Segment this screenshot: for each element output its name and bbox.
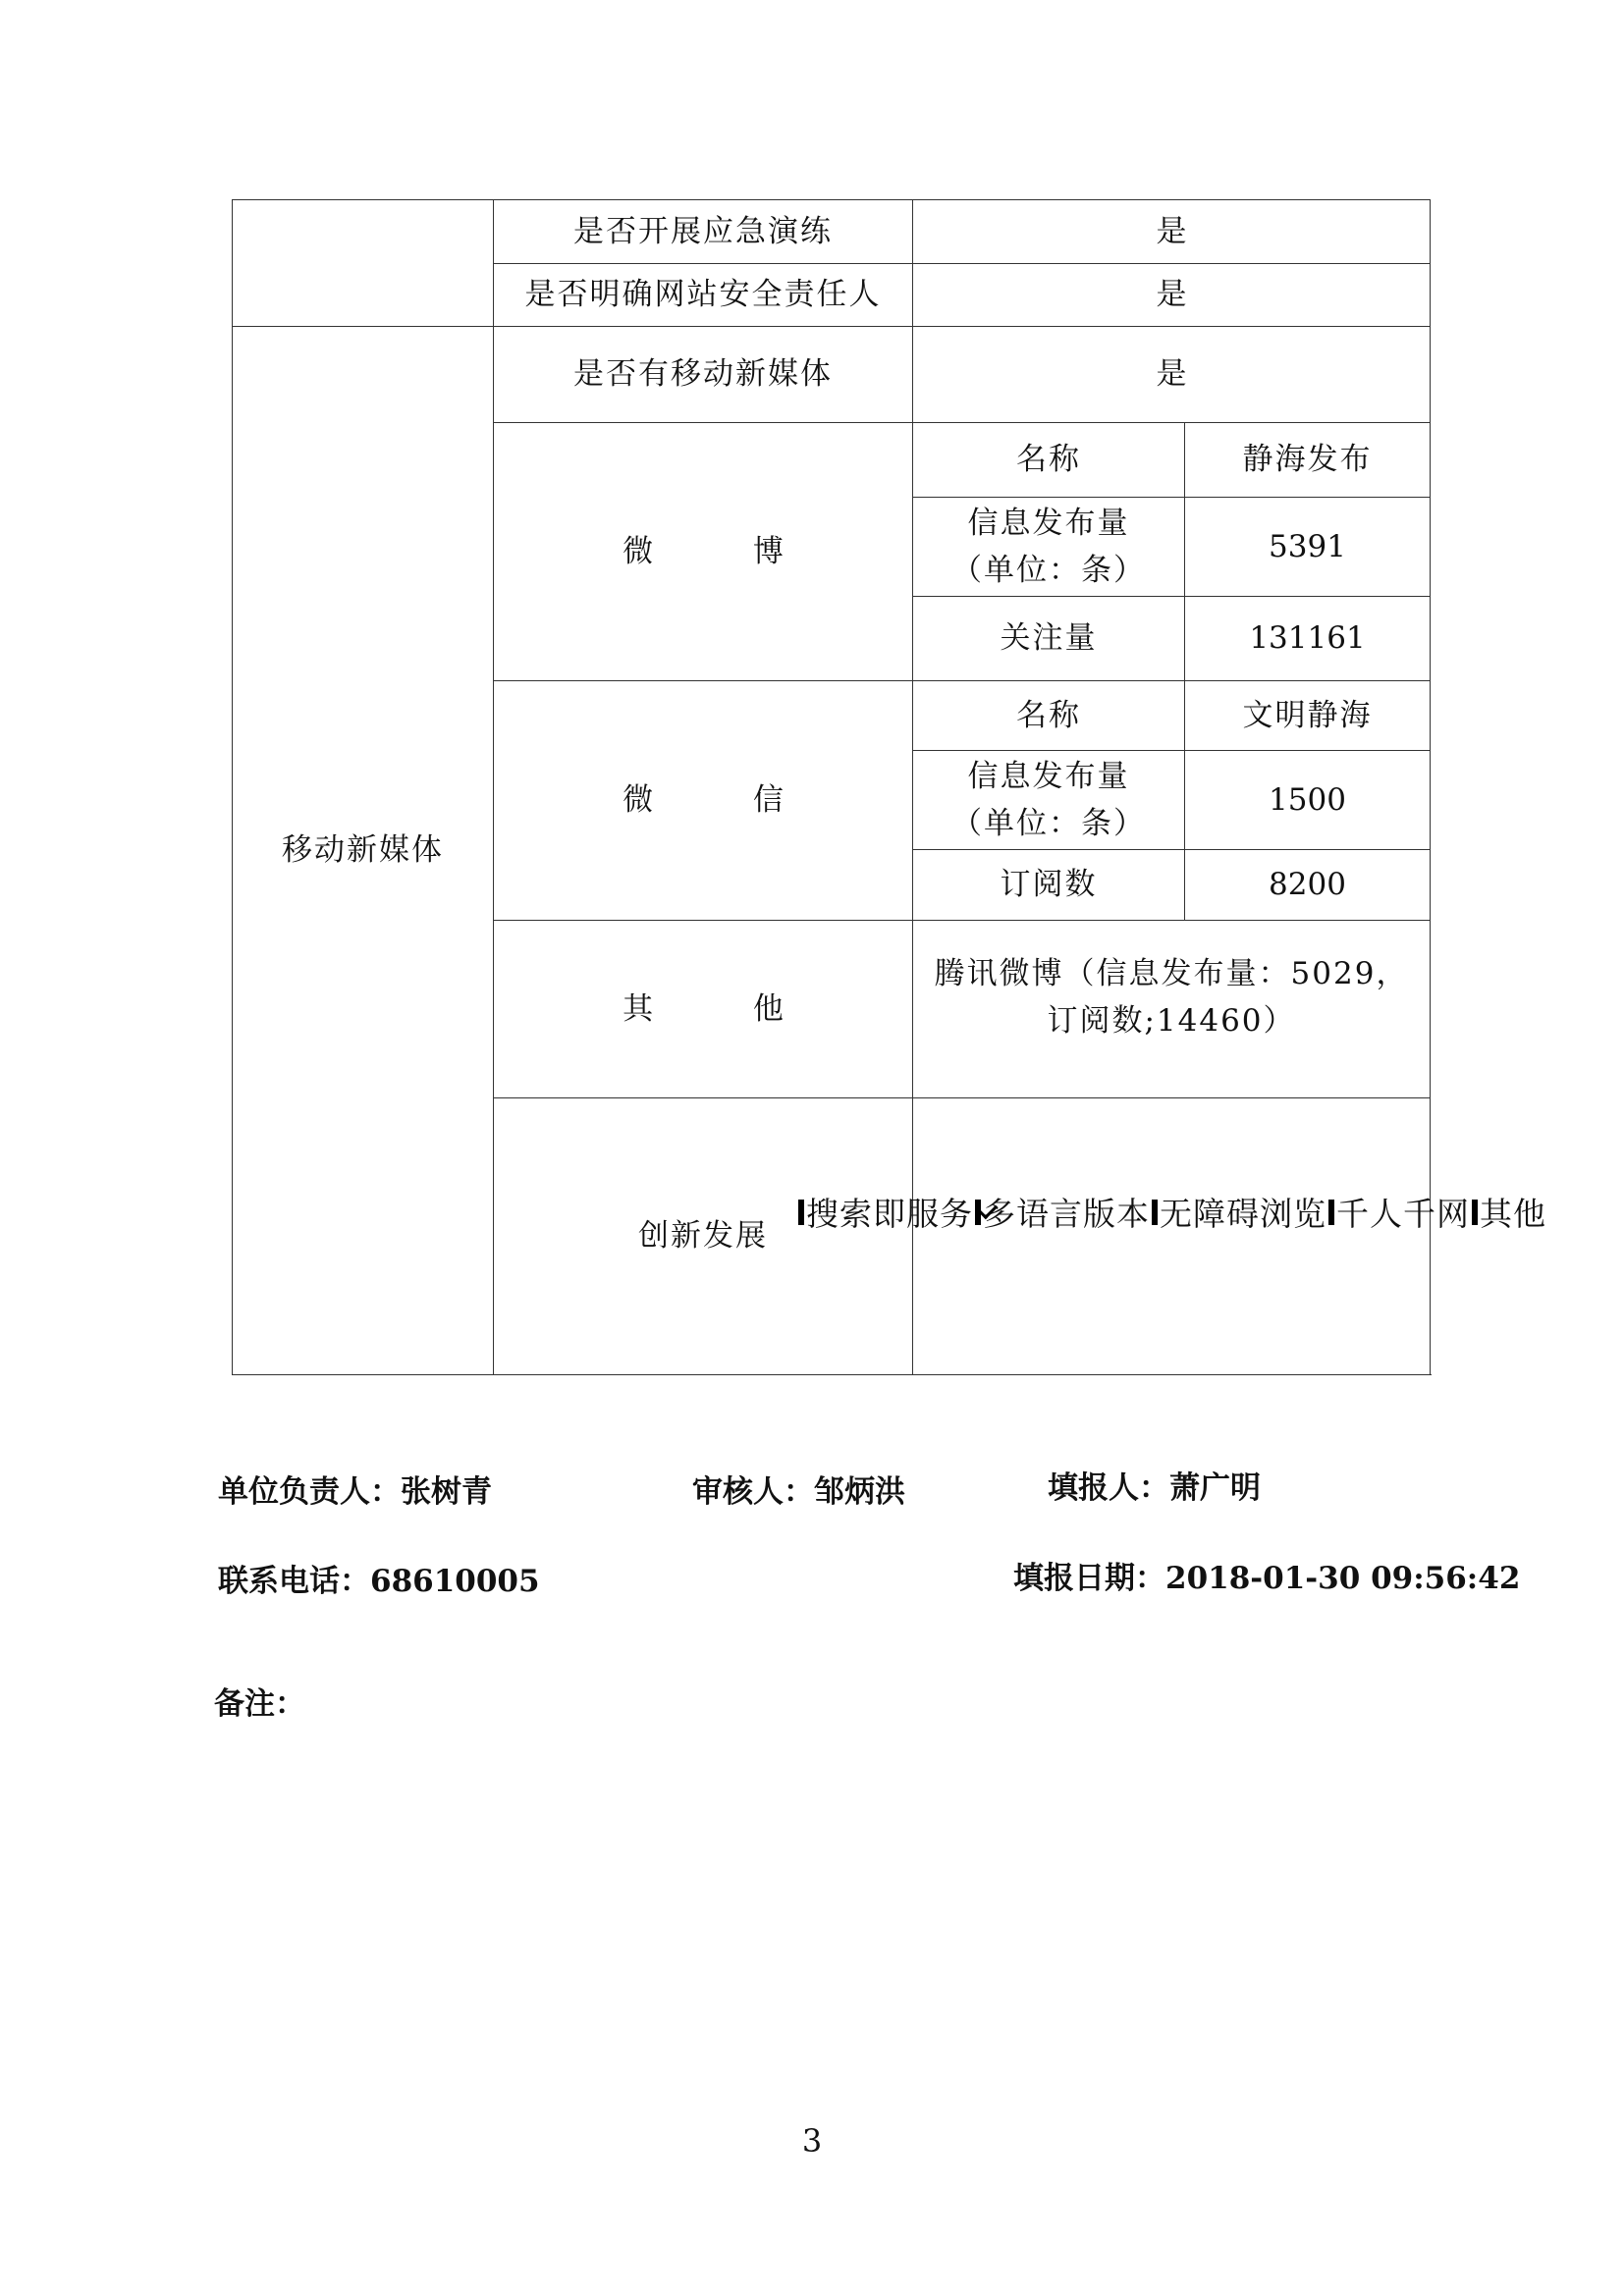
table-row bbox=[233, 327, 1431, 423]
safety-person-value: 是 bbox=[913, 264, 1431, 327]
wechat-name-label: 名称 bbox=[913, 681, 1185, 751]
contact-phone: 联系电话：68610005 bbox=[218, 1564, 540, 1599]
accessibility-label: 无障碍浏览 bbox=[1160, 1195, 1326, 1233]
wechat-posts-label bbox=[913, 751, 1185, 850]
empty-section-cell bbox=[233, 200, 494, 327]
wechat-posts-label-line1: 信息发布量 bbox=[967, 758, 1130, 794]
drill-value: 是 bbox=[913, 200, 1431, 264]
search-service-label: 搜索即服务 bbox=[806, 1195, 973, 1233]
reviewer: 审核人：邹炳洪 bbox=[692, 1474, 905, 1510]
wechat-name-value: 文明静海 bbox=[1185, 681, 1431, 751]
has-mobile-value: 是 bbox=[913, 327, 1431, 423]
wechat-posts-value: 1500 bbox=[1185, 751, 1431, 850]
weibo-posts-value: 5391 bbox=[1185, 498, 1431, 597]
weibo-followers-value: 131161 bbox=[1185, 597, 1431, 681]
unit-head: 单位负责人：张树青 bbox=[218, 1474, 492, 1510]
innovation-options bbox=[806, 1189, 1546, 1239]
fill-date: 填报日期：2018-01-30 09:56:42 bbox=[1013, 1561, 1521, 1596]
personalized-checkbox[interactable] bbox=[1328, 1200, 1334, 1225]
has-mobile-label: 是否有移动新媒体 bbox=[494, 327, 913, 423]
weibo-name-value: 静海发布 bbox=[1185, 423, 1431, 498]
safety-person-label: 是否明确网站安全责任人 bbox=[494, 264, 913, 327]
other-value-line1: 腾讯微博（信息发布量：5029， bbox=[934, 955, 1409, 991]
wechat-label bbox=[494, 681, 913, 921]
other-option-checkbox[interactable] bbox=[1472, 1200, 1478, 1225]
innovation-label: 创新发展 bbox=[494, 1098, 913, 1375]
multi-language-label: 多语言版本 bbox=[983, 1195, 1150, 1233]
weibo-label-text: 微 博 bbox=[623, 533, 829, 569]
innovation-options-cell bbox=[806, 1098, 1546, 1375]
search-service-checkbox[interactable] bbox=[798, 1200, 804, 1225]
accessibility-checkbox[interactable] bbox=[1152, 1200, 1158, 1225]
filler: 填报人：萧广明 bbox=[1048, 1470, 1261, 1506]
page-number: 3 bbox=[801, 2122, 823, 2160]
report-table bbox=[232, 199, 1546, 1375]
personalized-label: 千人千网 bbox=[1336, 1195, 1470, 1233]
mobile-section-label: 移动新媒体 bbox=[233, 327, 494, 1375]
drill-label: 是否开展应急演练 bbox=[494, 200, 913, 264]
table-row bbox=[233, 200, 1431, 264]
weibo-posts-label bbox=[913, 498, 1185, 597]
other-value bbox=[913, 921, 1431, 1098]
other-label-text: 其 他 bbox=[623, 990, 829, 1027]
weibo-posts-label-line1: 信息发布量 bbox=[967, 505, 1130, 541]
other-option-label: 其他 bbox=[1480, 1195, 1546, 1233]
weibo-label bbox=[494, 423, 913, 681]
weibo-name-label: 名称 bbox=[913, 423, 1185, 498]
wechat-label-text: 微 信 bbox=[623, 782, 829, 819]
multi-language-checkbox[interactable] bbox=[975, 1200, 981, 1225]
weibo-posts-label-line2: （单位：条） bbox=[951, 553, 1146, 588]
wechat-subscribers-label: 订阅数 bbox=[913, 850, 1185, 921]
remarks: 备注： bbox=[214, 1686, 305, 1722]
weibo-followers-label: 关注量 bbox=[913, 597, 1185, 681]
other-value-line2: 订阅数;14460） bbox=[1047, 1003, 1296, 1039]
wechat-subscribers-value: 8200 bbox=[1185, 850, 1431, 921]
other-label bbox=[494, 921, 913, 1098]
wechat-posts-label-line2: （单位：条） bbox=[951, 806, 1146, 841]
